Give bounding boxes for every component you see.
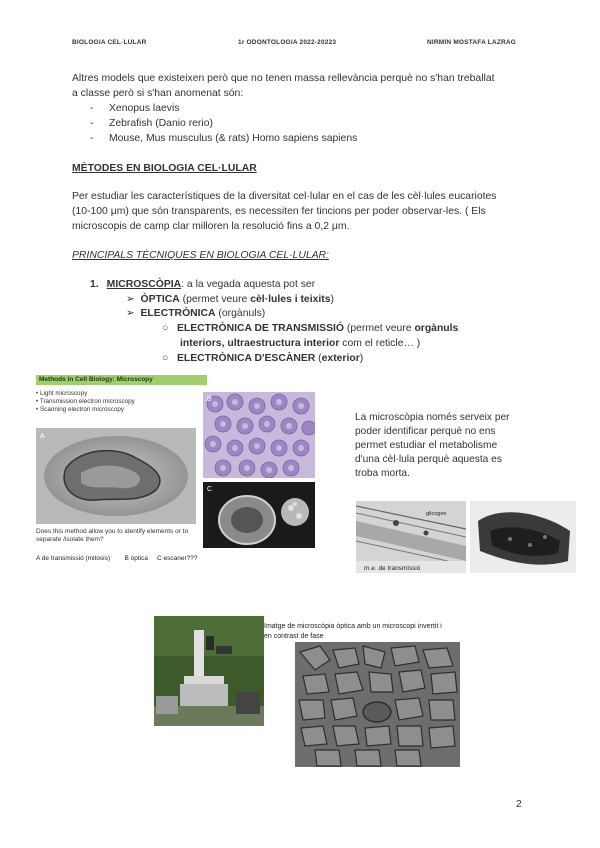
list-item: - Zebrafish (Danio rerio)	[90, 118, 213, 129]
technique-microscopia: 1. MICROSCÒPIA: a la vegada aquesta pot ser	[90, 279, 316, 290]
paragraph-line-2: (10-100 μm) que són transparents, es necessiten fer tincions per poder observar-les. ( Els	[72, 206, 486, 217]
technique-optica: ➢ ÒPTICA (permet veure cèl·lules i teixits)	[126, 294, 334, 305]
slide-question: Does this method allow you to identify elements or to separate /isolate them?	[36, 528, 189, 543]
section-title: MÈTODES EN BIOLOGIA CEL·LULAR	[72, 163, 257, 174]
note-line-5: troba morta.	[355, 468, 410, 479]
technique-escaner: ○ ELECTRÒNICA D'ESCÀNER (exterior)	[162, 353, 364, 364]
paragraph-line-1: Per estudiar les característiques de la diversitat cel·lular en el cas de les cèl·lules eucariotes	[72, 191, 497, 202]
bottom-caption-line-1: Imatge de microscòpia òptica amb un microscopi invertit i	[264, 623, 442, 630]
page-number: 2	[516, 799, 522, 810]
tem-nucleus-image	[36, 428, 196, 524]
phase-contrast-cells-image	[295, 642, 460, 767]
techniques-subtitle: PRINCIPALS TÈCNIQUES EN BIOLOGIA CEL·LULAR:	[72, 250, 329, 261]
note-line-2: poder identificar perquè no ens	[355, 426, 496, 437]
arrow-icon: ➢	[126, 294, 135, 305]
paragraph-line-3: microscopis de camp clar milloren la resolució fins a 0,2 μm.	[72, 221, 350, 232]
header-center: 1r ODONTOLOGIA 2022-20223	[238, 39, 337, 46]
technique-transmissio-cont: interiors, ultraestructura interior com el reticle… )	[180, 338, 421, 349]
sem-rbc-image	[203, 482, 315, 548]
note-line-3: permet estudiar el metabolisme	[355, 440, 498, 451]
header-left: BIOLOGIA CEL·LULAR	[72, 39, 147, 46]
inverted-microscope-photo	[154, 616, 264, 726]
label-b: B	[207, 396, 212, 403]
slide-banner: Methods in Cell Biology: Microscopy	[36, 375, 207, 385]
intro-line-2: a classe però si s'han anomenat són:	[72, 88, 244, 99]
list-item: - Xenopus laevis	[90, 103, 180, 114]
label-c: C	[207, 486, 213, 493]
header-right: NIRMIN MOSTAFA LAZRAG	[427, 39, 517, 46]
rbc-optical-image	[203, 392, 315, 478]
bottom-caption-line-2: en contrast de fase	[264, 633, 324, 640]
label-a: A	[40, 433, 45, 440]
intro-line-1: Altres models que existeixen però que no tenen massa rellevància perquè no s'han treballat	[72, 73, 495, 84]
arrow-icon: ➢	[126, 308, 135, 319]
list-item: - Mouse, Mus musculus (& rats) Homo sapiens sapiens	[90, 133, 358, 144]
circle-bullet-icon: ○	[162, 323, 169, 334]
technique-electronica: ➢ ELECTRÒNICA (orgànuls)	[126, 308, 266, 319]
note-line-1: La microscòpia només serveix per	[355, 412, 510, 423]
note-line-4: d'una cèl·lula perquè aquesta es	[355, 454, 502, 465]
microscopy-slide	[34, 372, 352, 568]
circle-bullet-icon: ○	[162, 353, 169, 364]
tem-label-right: glicogen	[426, 511, 447, 517]
tem-tissue-image-2	[470, 501, 576, 573]
tem-tissue-image-1	[356, 501, 466, 573]
tem-label-left: m.e. de transmissió	[364, 565, 421, 572]
slide-answer: A de transmissió (mitosis) B òptica C escaner???	[36, 555, 198, 562]
slide-bullets: • Light microscopy • Transmission electron microscopy • Scanning electron microscopy	[36, 390, 135, 413]
technique-transmissio: ○ ELECTRÒNICA DE TRANSMISSIÓ (permet veure orgànuls	[162, 323, 459, 334]
